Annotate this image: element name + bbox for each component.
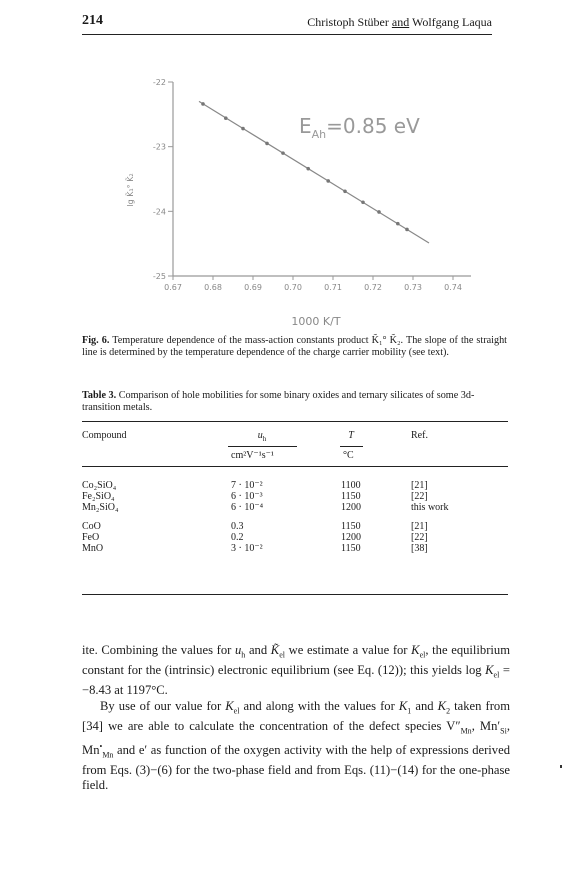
cell-mobility: 0.2 [231, 532, 244, 543]
data-point [377, 210, 381, 214]
running-head-authors-2: Wolfgang Laqua [409, 15, 492, 29]
cell-ref: [21] [411, 521, 428, 532]
cell-temperature: 1200 [341, 502, 361, 513]
table-header-rule [82, 466, 508, 467]
data-point [241, 127, 245, 131]
temperature-fraction-bar [340, 446, 363, 447]
cell-mobility: 6 · 10⁻⁴ [231, 502, 264, 513]
table-title [82, 390, 508, 415]
x-tick-label: 0.68 [204, 283, 222, 292]
header-temperature-unit: °C [343, 450, 354, 461]
cell-compound: Mn₂SiO₄ [82, 502, 119, 513]
header-ref: Ref. [411, 430, 428, 441]
cell-temperature: 1150 [341, 543, 361, 554]
x-tick-label: 0.70 [284, 283, 302, 292]
data-point [326, 179, 330, 183]
arrhenius-plot [0, 70, 575, 332]
caption-text: Temperature dependence of the mass-action constants product K̃₁° K̃₂. The slope of the straight line is determined by the temperature dependence of the charge carrier mobility (see text). [82, 335, 507, 359]
cell-compound: Fe₂SiO₄ [82, 491, 115, 502]
x-axis-label: 1000 K/T [291, 315, 341, 328]
data-point [361, 200, 365, 204]
running-head-authors-1: Christoph Stüber [307, 15, 392, 29]
margin-mark [560, 765, 562, 768]
cell-temperature: 1150 [341, 491, 361, 502]
header-mobility-unit: cm²V⁻¹s⁻¹ [231, 450, 274, 461]
cell-temperature: 1100 [341, 480, 361, 491]
x-tick-label: 0.67 [164, 283, 182, 292]
y-ticks [153, 78, 173, 281]
x-tick-label: 0.71 [324, 283, 342, 292]
cell-compound: FeO [82, 532, 100, 543]
y-tick-label: -22 [152, 78, 166, 87]
data-point [405, 228, 409, 232]
data-point [396, 222, 400, 226]
body-text [82, 643, 510, 794]
x-tick-label: 0.69 [244, 283, 262, 292]
caption-label: Fig. 6. [82, 335, 110, 346]
data-point [281, 151, 285, 155]
x-tick-label: 0.74 [444, 283, 462, 292]
page-number: 214 [82, 13, 103, 28]
cell-ref: this work [411, 502, 449, 513]
mobility-fraction-bar [228, 446, 297, 447]
x-tick-label: 0.73 [404, 283, 422, 292]
cell-mobility: 3 · 10⁻² [231, 543, 263, 554]
chart-axes [173, 82, 471, 276]
data-point [343, 189, 347, 193]
y-tick-label: -24 [152, 207, 166, 217]
data-point [306, 167, 310, 171]
cell-ref: [22] [411, 491, 428, 502]
cell-compound: Co₂SiO₄ [82, 480, 117, 491]
data-point [224, 116, 228, 120]
activation-energy-label: $E_{Ah}=0.85$ eV [299, 114, 420, 141]
cell-ref: [21] [411, 480, 428, 491]
paragraph-1: ite. Combining the values for $u_h$ and $K̃_{el}$ we estimate a value for $K_{el}$, the equilibrium constant for the (intrinsic) electronic equilibrium (see Eq. (12)); this yields $\log K_{el} = -8.43$ at 1197°C. [82, 643, 510, 698]
table-title-text: Comparison of hole mobilities for some binary oxides and ternary silicates of some 3d-transition metals. [82, 390, 475, 414]
figure-caption [82, 335, 507, 360]
header-compound: Compound [82, 430, 127, 441]
page-header [82, 12, 492, 35]
table-top-rule [82, 421, 508, 422]
data-point [265, 142, 269, 146]
y-tick-label: -25 [152, 272, 166, 281]
cell-mobility: 0.3 [231, 521, 244, 532]
running-head-and: and [391, 15, 410, 29]
y-axis-label: lg K̃₁° K̃₂ [126, 173, 135, 207]
cell-ref: [22] [411, 532, 428, 543]
cell-temperature: 1200 [341, 532, 361, 543]
cell-mobility: 6 · 10⁻³ [231, 491, 263, 502]
x-tick-label: 0.72 [364, 283, 382, 292]
y-tick-label: -23 [152, 142, 166, 152]
cell-ref: [38] [411, 543, 428, 554]
cell-compound: MnO [82, 543, 104, 554]
running-head [307, 15, 492, 30]
x-ticks [164, 276, 462, 292]
header-mobility: $u_h$ [257, 430, 267, 443]
cell-temperature: 1150 [341, 521, 361, 532]
cell-mobility: 7 · 10⁻² [231, 480, 263, 491]
table-bottom-rule [82, 594, 508, 595]
table-label: Table 3. [82, 390, 117, 401]
cell-compound: CoO [82, 521, 101, 532]
data-point [201, 102, 205, 106]
header-temperature: T [348, 430, 354, 441]
paragraph-2: By use of our value for $K_{el}$ and along with the values for $K_1$ and $K_2$ taken from [34] we are able to calculate the concentration of the defect species $V''_{Mn}$, $Mn'_{Si}$, $Mn^•_{Mn}$ and e′ as function of the oxygen activity with the help of expressions derived from Eqs. (3)−(6) for the two-phase field and from Eqs. (11)−(14) for the one-phase field. [82, 698, 510, 793]
